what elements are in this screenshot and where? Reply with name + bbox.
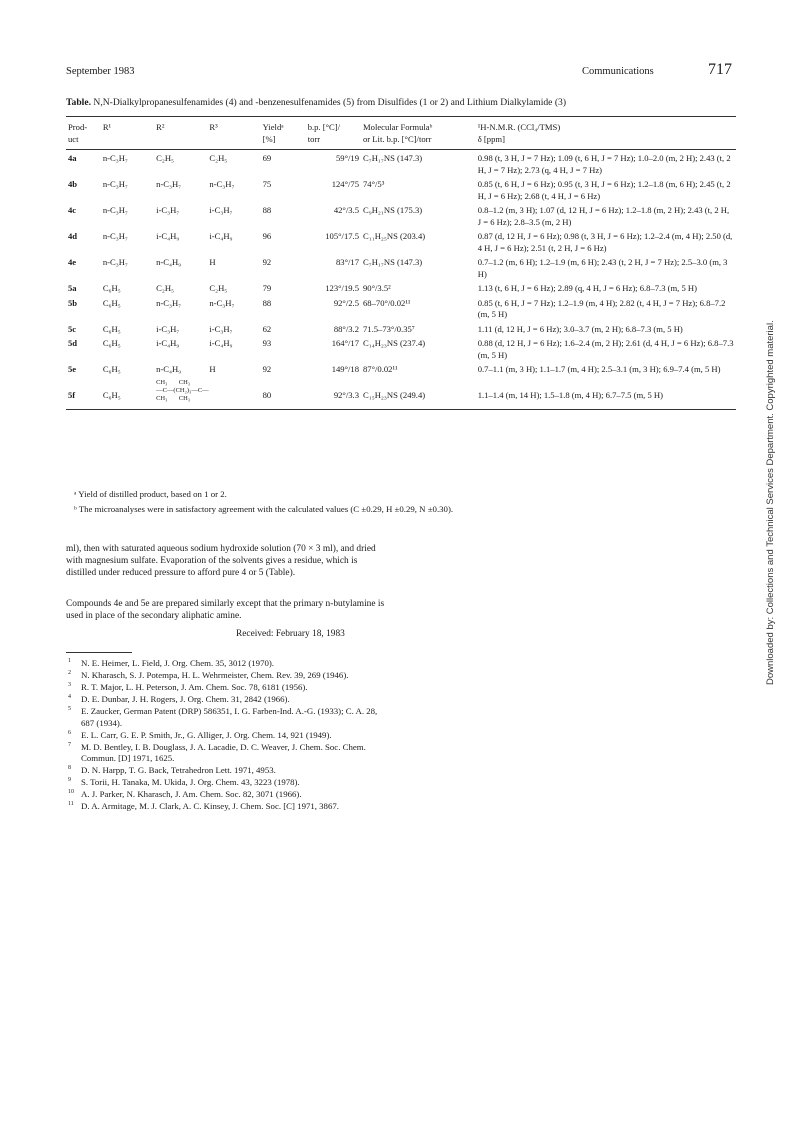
cell-r2: i-C₄H₉ <box>156 231 180 241</box>
cell-mol: C₁₄H₂₃NS (237.4) <box>363 338 426 348</box>
cell-r3: n-C₃H₇ <box>209 179 235 189</box>
reference-item: 10 A. J. Parker, N. Kharasch, J. Am. Chem. Soc. 82, 3071 (1966). <box>68 789 302 799</box>
cell-mol: C₁₁H₂₅NS (203.4) <box>363 231 426 241</box>
col-r1: R¹ <box>101 117 154 134</box>
cell-r2: n-C₃H₇ <box>156 179 182 189</box>
col-yield: Yieldᵃ <box>261 117 306 134</box>
cell-r2: n-C₃H₇ <box>156 297 182 308</box>
cell-r2: i-C₃H₇ <box>156 205 180 215</box>
cell-prod: 4c <box>68 205 77 215</box>
cell-r1: n-C₃H₇ <box>102 257 128 267</box>
cell-r3: i-C₃H₇ <box>209 205 233 215</box>
page-number: 717 <box>708 61 732 78</box>
body-paragraph-2: Compounds 4e and 5e are prepared similarly except that the primary n-butylamine is used in place of the secondary aliphatic amine. <box>66 599 385 622</box>
table-row <box>66 376 736 410</box>
cell-mol: 68–70°/0.02¹¹ <box>363 297 411 308</box>
cell-r1: C₆H₅ <box>101 376 154 410</box>
col-mol: Molecular Formulaᵇ <box>361 117 476 134</box>
cell-r1: C₆H₅ <box>102 338 121 348</box>
sulfenamide-table <box>66 116 736 410</box>
reference-item: 5 E. Zaucker, German Patent (DRP) 586351, I. G. Farben-Ind. A.-G. (1933); C. A. 28, 687 (1934). <box>68 706 378 728</box>
col-r3: R³ <box>207 117 260 134</box>
cell-yield: 92 <box>262 257 272 267</box>
cell-nmr: 1.1–1.4 (m, 14 H); 1.5–1.8 (m, 4 H); 6.7–7.5 (m, 5 H) <box>476 376 736 410</box>
cell-prod: 5e <box>68 364 77 374</box>
cell-bp: 42°/3.5 <box>333 205 359 215</box>
cell-nmr: 0.88 (d, 12 H, J = 6 Hz); 1.6–2.4 (m, 2 H); 2.61 (d, 4 H, J = 6 Hz); 6.8–7.3 (m, 5 H) <box>477 338 734 360</box>
col-prod: Prod- <box>66 117 101 134</box>
cell-yield: 62 <box>262 323 272 334</box>
col-mol-2: or Lit. b.p. [°C]/torr <box>361 134 476 150</box>
structure-mid: —C—(CH₂)₃—C— <box>156 386 209 394</box>
cell-nmr: 0.7–1.2 (m, 6 H); 1.2–1.9 (m, 6 H); 2.43 (t, 2 H, J = 7 Hz); 2.5–3.0 (m, 3 H) <box>477 257 728 279</box>
cell-nmr: 0.98 (t, 3 H, J = 7 Hz); 1.09 (t, 6 H, J = 7 Hz); 1.0–2.0 (m, 2 H); 2.43 (t, 2 H, J = 7 Hz); 2.73 (q, 4 H, J = 7 Hz) <box>477 153 731 175</box>
footnote-b: ᵇ The microanalyses were in satisfactory agreement with the calculated values (C ±0.29, H ±0.29, N ±0.30). <box>74 504 454 514</box>
cell-prod: 5d <box>68 338 78 348</box>
table-header-row <box>66 117 736 134</box>
cell-r1: C₆H₅ <box>102 297 121 308</box>
reference-item: 9 S. Torii, H. Tanaka, M. Ukida, J. Org. Chem. 43, 3223 (1978). <box>68 777 300 787</box>
received-date: Received: February 18, 1983 <box>236 629 345 639</box>
col-bp: b.p. [°C]/ <box>306 117 361 134</box>
cell-r3: i-C₄H₉ <box>209 231 233 241</box>
cell-mol: 71.5–73°/0.35⁷ <box>363 323 415 334</box>
cell-bp: 59°/19 <box>335 153 359 163</box>
body-paragraph-1: ml), then with saturated aqueous sodium hydroxide solution (70 × 3 ml), and dried with magnesium sulfate. Evaporation of the solvents gives a residue, which is distilled under reduced pressure to afford pure 4 or 5 (Table). <box>66 544 376 579</box>
reference-item: 7 M. D. Bentley, I. B. Douglass, J. A. Lacadie, D. C. Weaver, J. Chem. Soc. Chem. Commun. [D] 1971, 1625. <box>68 741 366 763</box>
cell-yield: 79 <box>262 283 272 293</box>
cell-nmr: 0.85 (t, 6 H, J = 6 Hz); 0.95 (t, 3 H, J = 6 Hz); 1.2–1.8 (m, 6 H); 2.45 (t, 2 H, J = 6 Hz); 2.68 (t, 4 H, J = 6 Hz) <box>477 179 731 201</box>
cell-nmr: 0.85 (t, 6 H, J = 7 Hz); 1.2–1.9 (m, 4 H); 2.82 (t, 4 H, J = 7 Hz); 6.8–7.2 (m, 5 H) <box>477 297 726 319</box>
cell-yield: 75 <box>262 179 272 189</box>
cell-r1: C₆H₅ <box>102 364 121 374</box>
cell-prod: 5f <box>66 376 101 410</box>
reference-list <box>66 658 388 813</box>
col-prod-2: uct <box>66 134 101 150</box>
running-header-section: Communications <box>582 66 654 77</box>
cell-bp: 83°/17 <box>335 257 359 267</box>
reference-item: 2 N. Kharasch, S. J. Potempa, H. L. Wehrmeister, Chem. Rev. 39, 269 (1946). <box>68 670 349 680</box>
table-caption <box>66 97 736 108</box>
col-yield-2: [%] <box>261 134 306 150</box>
reference-item: 11 D. A. Armitage, M. J. Clark, A. C. Kinsey, J. Chem. Soc. [C] 1971, 3867. <box>68 801 339 811</box>
structure-top: CH₃ CH₃ <box>156 378 191 386</box>
table-row <box>66 254 736 280</box>
cell-r2: C₂H₅ <box>156 153 175 163</box>
cell-bp: 164°/17 <box>331 338 359 348</box>
cell-mol: 87°/0.02¹¹ <box>363 364 398 374</box>
running-header-date: September 1983 <box>66 66 135 77</box>
table-caption-label: Table. <box>66 97 91 108</box>
reference-item: 1 N. E. Heimer, L. Field, J. Org. Chem. 35, 3012 (1970). <box>68 658 274 668</box>
table-row <box>66 176 736 202</box>
cell-yield: 88 <box>262 205 272 215</box>
cell-mol: C₇H₁₇NS (147.3) <box>363 153 423 163</box>
cell-prod: 5c <box>68 323 77 334</box>
cell-r2r3-structure <box>154 376 261 410</box>
cell-nmr: 0.7–1.1 (m, 3 H); 1.1–1.7 (m, 4 H); 2.5–3.1 (m, 3 H); 6.9–7.4 (m, 5 H) <box>477 364 721 374</box>
table-row <box>66 321 736 336</box>
cell-r3: C₂H₅ <box>209 283 228 293</box>
cell-r3: n-C₃H₇ <box>209 297 235 308</box>
cell-r3: H <box>209 364 216 374</box>
cell-r1: C₆H₅ <box>102 323 121 334</box>
table-row <box>66 280 736 295</box>
cell-bp: 92°/2.5 <box>333 297 359 308</box>
cell-r2: n-C₄H₉ <box>156 364 182 374</box>
cell-prod: 4b <box>68 179 78 189</box>
table-row <box>66 202 736 228</box>
cell-bp: 92°/3.3 <box>306 376 361 410</box>
structure-bot: CH₃ CH₃ <box>156 394 191 402</box>
footnote-a: ᵃ Yield of distilled product, based on 1 or 2. <box>74 489 227 499</box>
cell-prod: 5b <box>68 297 78 308</box>
cell-yield: 92 <box>262 364 272 374</box>
cell-r1: n-C₃H₇ <box>102 205 128 215</box>
table-row <box>66 228 736 254</box>
cell-mol: C₇H₁₇NS (147.3) <box>363 257 423 267</box>
table-row <box>66 361 736 376</box>
reference-item: 4 D. E. Dunbar, J. H. Rogers, J. Org. Chem. 31, 2842 (1966). <box>68 694 290 704</box>
cell-yield: 88 <box>262 297 272 308</box>
col-bp-2: torr <box>306 134 361 150</box>
cell-r2: C₂H₅ <box>156 283 175 293</box>
cell-nmr: 1.11 (d, 12 H, J = 6 Hz); 3.0–3.7 (m, 2 H); 6.8–7.3 (m, 5 H) <box>477 323 683 334</box>
download-watermark: Downloaded by: Collections and Technical Services Department. Copyrighted material. <box>765 320 776 685</box>
cell-yield: 93 <box>262 338 272 348</box>
reference-item: 8 D. N. Harpp, T. G. Back, Tetrahedron Lett. 1971, 4953. <box>68 765 276 775</box>
cell-mol: 90°/3.5² <box>363 283 391 293</box>
col-nmr: ¹H-N.M.R. (CCl₄/TMS) <box>476 117 736 134</box>
cell-r3: i-C₃H₇ <box>209 323 233 334</box>
cell-r3: i-C₄H₉ <box>209 338 233 348</box>
cell-r2: i-C₃H₇ <box>156 323 180 334</box>
cell-bp: 123°/19.5 <box>325 283 359 293</box>
cell-yield: 80 <box>261 376 306 410</box>
cell-bp: 124°/75 <box>331 179 359 189</box>
cell-bp: 149°/18 <box>331 364 359 374</box>
cell-r3: H <box>209 257 216 267</box>
cell-r1: n-C₃H₇ <box>102 179 128 189</box>
cell-bp: 105°/17.5 <box>325 231 359 241</box>
reference-item: 6 E. L. Carr, G. E. P. Smith, Jr., G. Alliger, J. Org. Chem. 14, 921 (1949). <box>68 729 332 740</box>
cell-prod: 4d <box>68 231 78 241</box>
cell-r2: i-C₄H₉ <box>156 338 180 348</box>
cell-prod: 5a <box>68 283 77 293</box>
reference-item: 3 R. T. Major, L. H. Peterson, J. Am. Chem. Soc. 78, 6181 (1956). <box>68 682 308 692</box>
cell-yield: 69 <box>262 153 272 163</box>
col-nmr-2: δ [ppm] <box>476 134 736 150</box>
cell-r3: C₂H₅ <box>209 153 228 163</box>
cell-r1: n-C₃H₇ <box>102 231 128 241</box>
cell-nmr: 0.87 (d, 12 H, J = 6 Hz); 0.98 (t, 3 H, J = 6 Hz); 1.2–2.4 (m, 4 H); 2.50 (d, 4 H, J = 6 Hz); 2.51 (t, 2 H, J = 6 Hz) <box>477 231 733 253</box>
cell-nmr: 0.8–1.2 (m, 3 H); 1.07 (d, 12 H, J = 6 Hz); 1.2–1.8 (m, 2 H); 2.43 (t, 2 H, J = 6 Hz); 2.8–3.5 (m, 2 H) <box>477 205 730 227</box>
table-body <box>66 150 736 410</box>
table-caption-text: N,N-Dialkylpropanesulfenamides (4) and -benzenesulfenamides (5) from Disulfides (1 or 2) and Lithium Dialkylamide (3) <box>93 97 567 108</box>
table-row <box>66 295 736 321</box>
cell-mol: C₉H₂₁NS (175.3) <box>363 205 423 215</box>
references-divider <box>66 652 132 653</box>
table-header-row-2 <box>66 134 736 150</box>
ring-structure <box>156 379 209 403</box>
cell-bp: 88°/3.2 <box>333 323 359 334</box>
cell-prod: 4e <box>68 257 77 267</box>
cell-nmr: 1.13 (t, 6 H, J = 6 Hz); 2.89 (q, 4 H, J = 6 Hz); 6.8–7.3 (m, 5 H) <box>477 283 697 293</box>
cell-yield: 96 <box>262 231 272 241</box>
col-r2: R² <box>154 117 207 134</box>
cell-r1: n-C₃H₇ <box>102 153 128 163</box>
cell-mol: C₁₅H₂₃NS (249.4) <box>361 376 476 410</box>
table-row <box>66 335 736 361</box>
cell-mol: 74°/5³ <box>363 179 385 189</box>
cell-prod: 4a <box>68 153 77 163</box>
cell-r2: n-C₄H₉ <box>156 257 182 267</box>
table-row <box>66 150 736 177</box>
cell-r1: C₆H₅ <box>102 283 121 293</box>
